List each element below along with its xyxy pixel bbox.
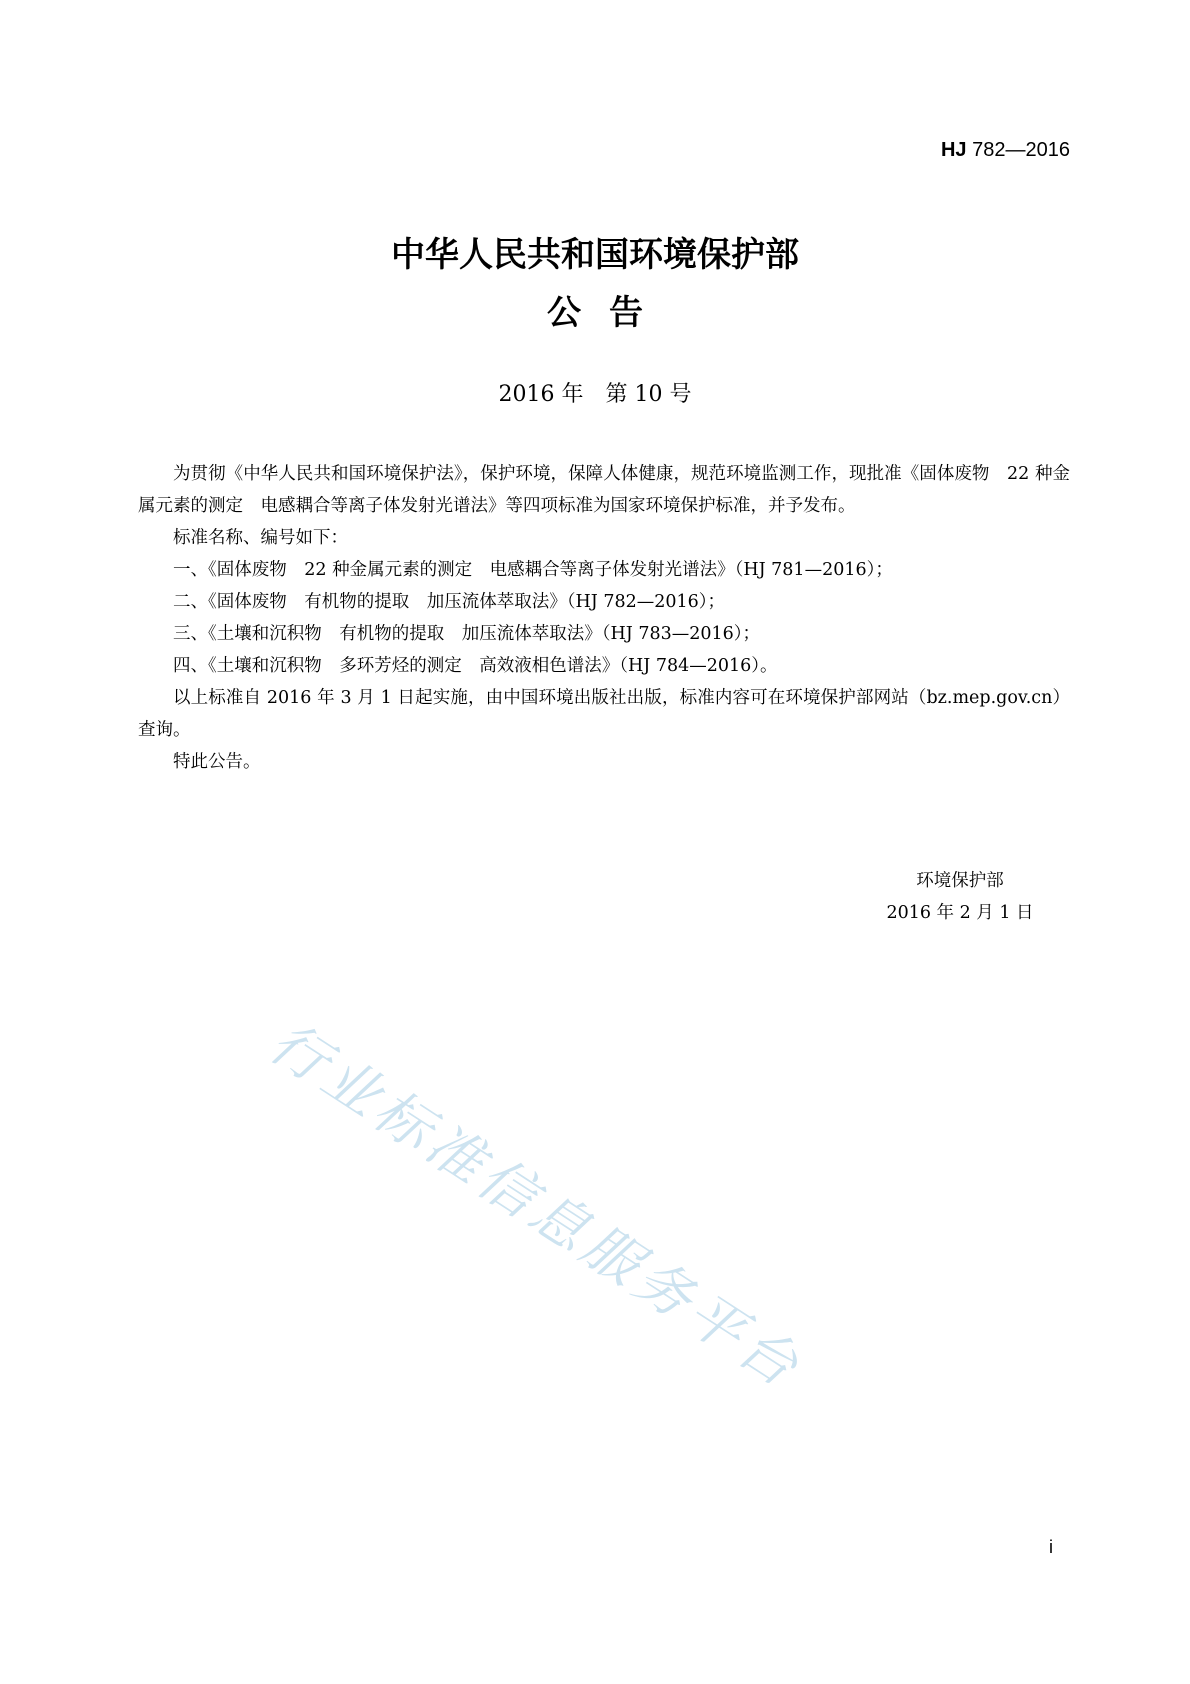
paragraph-intro: 为贯彻《中华人民共和国环境保护法》，保护环境，保障人体健康，规范环境监测工作，现批准《固体废物 22 种金属元素的测定 电感耦合等离子体发射光谱法》等四项标准为国家环境保护标准，并予发布。 [138,464,1070,516]
document-title: 中华人民共和国环境保护部 [391,235,799,275]
announcement-body [138,458,1070,778]
issue-number: 2016 年 第 10 号 [498,382,692,407]
standard-code-number: 782—2016 [972,139,1070,161]
signature-block [860,865,1060,929]
page-number: i [1049,1537,1053,1557]
signature-organization: 环境保护部 [916,871,1004,891]
signature-date: 2016 年 2 月 1 日 [886,903,1034,923]
watermark: 行业标准信息服务平台 [258,1010,814,1403]
list-item-standard-3: 三、《土壤和沉积物 有机物的提取 加压流体萃取法》（HJ 783—2016）； [173,624,761,644]
list-item-standard-4: 四、《土壤和沉积物 多环芳烃的测定 高效液相色谱法》（HJ 784—2016）。 [173,656,778,676]
paragraph-list-heading: 标准名称、编号如下： [173,528,348,548]
paragraph-closing: 特此公告。 [173,752,261,772]
list-item-standard-1: 一、《固体废物 22 种金属元素的测定 电感耦合等离子体发射光谱法》（HJ 781—2016）； [173,560,893,580]
paragraph-implementation: 以上标准自 2016 年 3 月 1 日起实施，由中国环境出版社出版，标准内容可在环境保护部网站（bz.mep.gov.cn）查询。 [138,688,1070,740]
document-subtitle: 公告 [547,293,671,333]
standard-code-prefix: HJ [940,139,967,161]
standard-code [941,140,1070,160]
list-item-standard-2: 二、《固体废物 有机物的提取 加压流体萃取法》（HJ 782—2016）； [173,592,726,612]
